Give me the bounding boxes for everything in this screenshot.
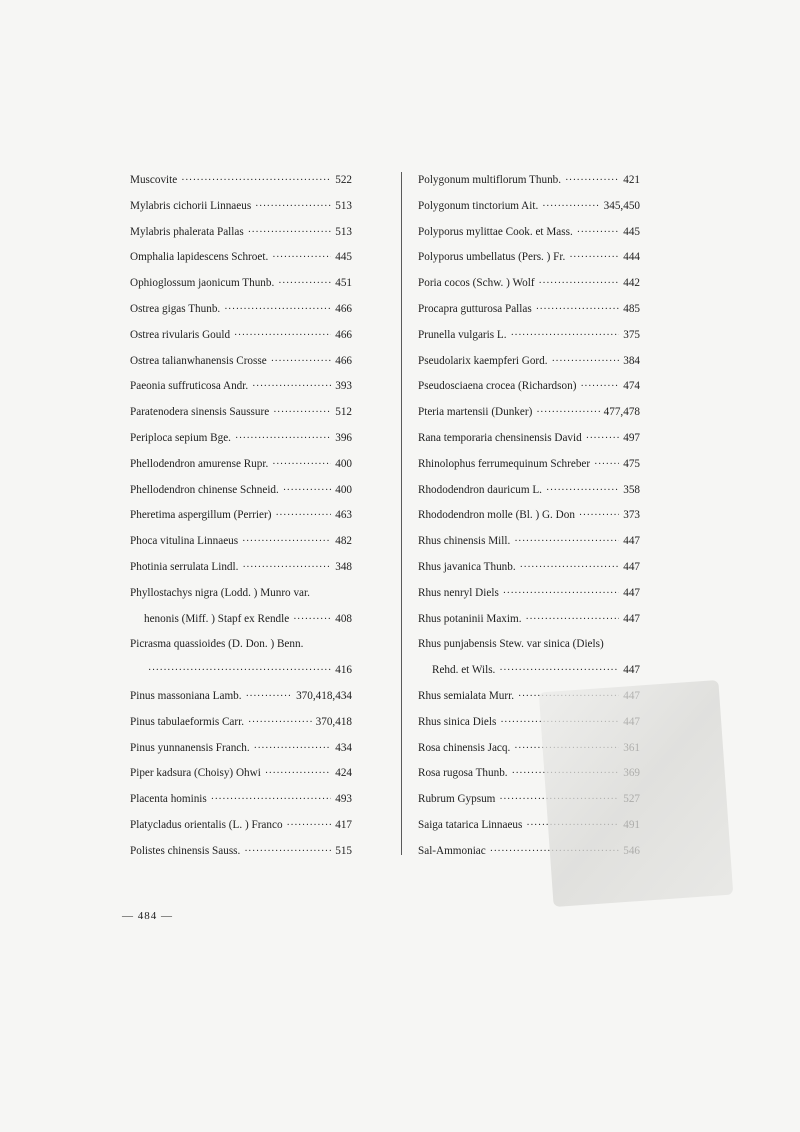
index-entry	[130, 787, 352, 813]
index-entry	[130, 297, 352, 323]
index-entry	[418, 297, 640, 323]
index-entry	[418, 349, 640, 375]
dot-leader	[283, 478, 331, 504]
entry-page: 445	[623, 225, 640, 238]
index-entry	[418, 374, 640, 400]
entry-page: 434	[335, 741, 352, 754]
entry-name: Paratenodera sinensis Saussure	[130, 406, 270, 419]
entry-name: Ophioglossum jaonicum Thunb.	[130, 277, 275, 290]
entry-page: 345,450	[603, 199, 640, 212]
index-entry	[130, 271, 352, 297]
entry-name: Platycladus orientalis (L. ) Franco	[130, 818, 283, 831]
entry-name: Paeonia suffruticosa Andr.	[130, 380, 249, 393]
entry-page: 512	[335, 406, 352, 419]
dot-leader	[542, 194, 599, 220]
index-entry	[130, 452, 352, 478]
index-entry	[418, 555, 640, 581]
entry-page: 384	[623, 354, 640, 367]
dot-leader	[271, 349, 332, 375]
dot-leader	[511, 323, 620, 349]
entry-page: 348	[335, 560, 352, 573]
index-entry	[418, 220, 640, 246]
column-divider	[401, 172, 402, 855]
entry-name: Rehd. et Wils.	[432, 664, 496, 677]
entry-page: 421	[623, 174, 640, 186]
entry-page: 466	[335, 354, 352, 367]
dot-leader	[586, 426, 619, 452]
entry-name: henonis (Miff. ) Stapf ex Rendle	[144, 612, 290, 625]
dot-leader	[244, 839, 331, 865]
entry-name: Pheretima aspergillum (Perrier)	[130, 509, 272, 522]
entry-name: Polygonum tinctorium Ait.	[418, 199, 539, 212]
index-entry	[418, 478, 640, 504]
entry-page: 522	[335, 174, 352, 186]
entry-page: 493	[335, 793, 352, 806]
entry-name: Placenta hominis	[130, 793, 207, 806]
entry-page: 447	[623, 560, 640, 573]
index-entry	[130, 194, 352, 220]
entry-page: 396	[335, 431, 352, 444]
entry-name: Rana temporaria chensinensis David	[418, 431, 582, 444]
dot-leader	[577, 220, 619, 246]
index-entry	[130, 736, 352, 762]
entry-name: Phyllostachys nigra (Lodd. ) Munro var.	[130, 586, 310, 599]
dot-leader	[293, 607, 331, 633]
entry-name: Rhinolophus ferrumequinum Schreber	[418, 457, 591, 470]
index-entry	[130, 684, 352, 710]
index-entry	[130, 323, 352, 349]
dot-leader	[514, 529, 619, 555]
entry-name: Polyporus umbellatus (Pers. ) Fr.	[418, 251, 566, 264]
dot-leader	[536, 297, 620, 323]
index-entry	[418, 503, 640, 529]
entry-page: 485	[623, 302, 640, 315]
index-entry	[418, 271, 640, 297]
dot-leader	[272, 452, 331, 478]
dot-leader	[234, 323, 331, 349]
index-entry	[418, 452, 640, 478]
entry-name: Ostrea gigas Thunb.	[130, 302, 221, 315]
dot-leader	[499, 658, 619, 684]
index-entry	[418, 400, 640, 426]
entry-page: 463	[335, 509, 352, 522]
dot-leader	[580, 374, 619, 400]
entry-name: Pteria martensii (Dunker)	[418, 406, 533, 419]
entry-page: 370,418,434	[296, 689, 352, 702]
entry-name: Rubrum Gypsum	[418, 793, 496, 806]
entry-page: 400	[335, 483, 352, 496]
index-entry	[130, 529, 352, 555]
entry-page: 475	[623, 457, 640, 470]
entry-name: Rhododendron molle (Bl. ) G. Don	[418, 509, 575, 522]
entry-name: Muscovite	[130, 174, 178, 186]
entry-page: 416	[335, 664, 352, 677]
entry-name: Mylabris cichorii Linnaeus	[130, 199, 252, 212]
entry-page: 451	[335, 277, 352, 290]
entry-name: Sal-Ammoniac	[418, 844, 486, 857]
index-entry	[130, 426, 352, 452]
dot-leader	[539, 271, 620, 297]
index-entry	[130, 220, 352, 246]
entry-name: Phellodendron amurense Rupr.	[130, 457, 269, 470]
dot-leader	[265, 761, 331, 787]
entry-page: 445	[335, 251, 352, 264]
entry-name: Rhus nenryl Diels	[418, 586, 499, 599]
dot-leader	[520, 555, 620, 581]
index-entry	[130, 478, 352, 504]
page-number: — 484 —	[122, 910, 173, 922]
entry-page: 442	[623, 277, 640, 290]
index-entry	[130, 813, 352, 839]
index-entry	[130, 710, 352, 736]
entry-name: Polyporus mylittae Cook. et Mass.	[418, 225, 573, 238]
index-entry	[130, 607, 352, 633]
entry-name: Rhus javanica Thunb.	[418, 560, 516, 573]
entry-page: 447	[623, 586, 640, 599]
dot-leader	[536, 400, 599, 426]
dot-leader	[565, 168, 619, 194]
entry-name: Ostrea rivularis Gould	[130, 328, 231, 341]
dot-leader	[546, 478, 619, 504]
dot-leader	[242, 529, 331, 555]
entry-page: 466	[335, 328, 352, 341]
dot-leader	[252, 374, 331, 400]
dot-leader	[242, 555, 331, 581]
index-entry	[130, 400, 352, 426]
index-entry	[418, 658, 640, 684]
index-entry	[130, 839, 352, 865]
entry-name: Periploca sepium Bge.	[130, 431, 231, 444]
dot-leader	[278, 271, 331, 297]
dot-leader	[275, 503, 331, 529]
entry-name: Rosa rugosa Thunb.	[418, 767, 508, 780]
entry-name: Rhus punjabensis Stew. var sinica (Diels)	[418, 638, 604, 651]
entry-name: Ostrea talianwhanensis Crosse	[130, 354, 267, 367]
entry-page: 482	[335, 535, 352, 548]
entry-page: 497	[623, 431, 640, 444]
entry-page: 447	[623, 535, 640, 548]
entry-page: 417	[335, 818, 352, 831]
dot-leader	[148, 658, 331, 684]
entry-name: Pinus tabulaeformis Carr.	[130, 715, 245, 728]
dot-leader	[525, 607, 619, 633]
dot-leader	[594, 452, 619, 478]
entry-name: Pinus massoniana Lamb.	[130, 689, 242, 702]
entry-name: Rhus sinica Diels	[418, 715, 497, 728]
index-entry	[418, 194, 640, 220]
entry-page: 477,478	[603, 406, 640, 419]
index-entry	[130, 555, 352, 581]
entry-page: 375	[623, 328, 640, 341]
dot-leader	[248, 220, 332, 246]
entry-page: 515	[335, 844, 352, 857]
entry-page: 370,418	[315, 715, 352, 728]
index-column-left	[130, 168, 352, 865]
entry-name: Poria cocos (Schw. ) Wolf	[418, 277, 535, 290]
index-entry	[130, 245, 352, 271]
entry-page: 373	[623, 509, 640, 522]
index-entry	[418, 323, 640, 349]
entry-page: 513	[335, 199, 352, 212]
dot-leader	[273, 400, 331, 426]
entry-page: 474	[623, 380, 640, 393]
entry-name: Rhododendron dauricum L.	[418, 483, 542, 496]
index-entry	[130, 761, 352, 787]
index-entry	[418, 632, 640, 658]
entry-page: 424	[335, 767, 352, 780]
dot-leader	[211, 787, 331, 813]
entry-name: Photinia serrulata Lindl.	[130, 560, 239, 573]
entry-name: Pinus yunnanensis Franch.	[130, 741, 250, 754]
entry-name: Rosa chinensis Jacq.	[418, 741, 511, 754]
entry-name: Rhus semialata Murr.	[418, 689, 515, 702]
index-entry	[418, 581, 640, 607]
entry-page: 358	[623, 483, 640, 496]
dot-leader	[254, 736, 332, 762]
entry-name: Phoca vitulina Linnaeus	[130, 535, 239, 548]
dot-leader	[579, 503, 619, 529]
entry-page: 408	[335, 612, 352, 625]
entry-page: 447	[623, 612, 640, 625]
dot-leader	[503, 581, 619, 607]
dot-leader	[272, 245, 331, 271]
index-entry	[418, 607, 640, 633]
entry-name: Piper kadsura (Choisy) Ohwi	[130, 767, 261, 780]
entry-name: Pseudosciaena crocea (Richardson)	[418, 380, 577, 393]
entry-name: Picrasma quassioides (D. Don. ) Benn.	[130, 638, 304, 651]
entry-name: Pseudolarix kaempferi Gord.	[418, 354, 548, 367]
dot-leader	[569, 245, 619, 271]
entry-name: Saiga tatarica Linnaeus	[418, 818, 523, 831]
dot-leader	[235, 426, 331, 452]
dot-leader	[552, 349, 620, 375]
entry-name: Polygonum multiflorum Thunb.	[418, 174, 562, 186]
entry-name: Rhus chinensis Mill.	[418, 535, 511, 548]
index-entry	[418, 168, 640, 194]
index-entry	[418, 426, 640, 452]
entry-name: Prunella vulgaris L.	[418, 328, 507, 341]
index-entry	[130, 632, 352, 658]
dot-leader	[224, 297, 331, 323]
dot-leader	[181, 168, 331, 194]
index-entry	[130, 581, 352, 607]
index-entry	[130, 658, 352, 684]
dot-leader	[287, 813, 332, 839]
entry-name: Procapra gutturosa Pallas	[418, 302, 532, 315]
index-entry	[130, 168, 352, 194]
entry-name: Omphalia lapidescens Schroet.	[130, 251, 269, 264]
entry-name: Phellodendron chinense Schneid.	[130, 483, 279, 496]
entry-name: Mylabris phalerata Pallas	[130, 225, 244, 238]
entry-page: 466	[335, 302, 352, 315]
dot-leader	[248, 710, 312, 736]
entry-page: 444	[623, 251, 640, 264]
entry-page: 447	[623, 664, 640, 677]
index-entry	[418, 245, 640, 271]
index-entry	[130, 374, 352, 400]
dot-leader	[255, 194, 331, 220]
dot-leader	[246, 684, 293, 710]
index-entry	[130, 349, 352, 375]
watermark-stamp	[539, 680, 734, 907]
entry-name: Polistes chinensis Sauss.	[130, 844, 241, 857]
entry-name: Rhus potaninii Maxim.	[418, 612, 522, 625]
entry-page: 400	[335, 457, 352, 470]
index-entry	[418, 529, 640, 555]
index-entry	[130, 503, 352, 529]
entry-page: 393	[335, 380, 352, 393]
entry-page: 513	[335, 225, 352, 238]
